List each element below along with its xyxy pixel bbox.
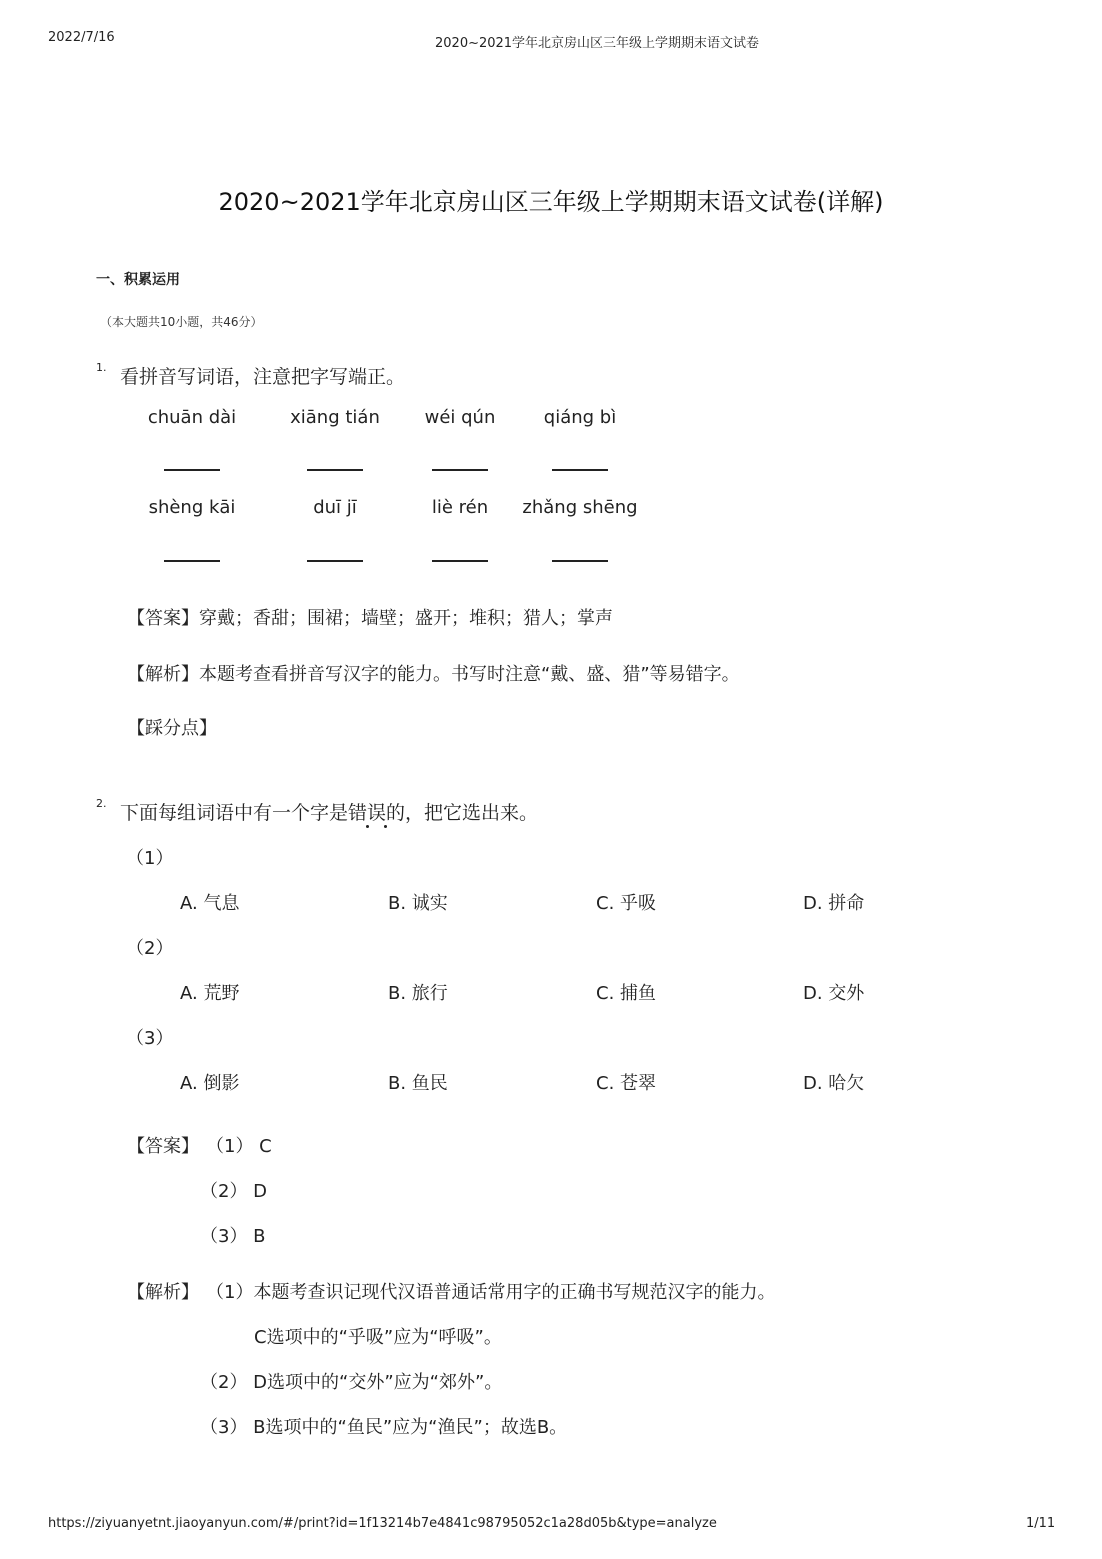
group-label: （3） [126, 1028, 174, 1049]
q2-analysis-line: （2） D选项中的“交外”应为“郊外”。 [200, 1372, 503, 1393]
q2-answer-item: （3） B [200, 1226, 266, 1247]
option-item: B. 旅行 [388, 983, 448, 1004]
option-item: B. 鱼民 [388, 1073, 448, 1094]
page-number: 1/11 [1026, 1516, 1056, 1531]
group-label: （1） [126, 848, 174, 869]
option-item: D. 交外 [803, 983, 865, 1004]
question-1-stem: 看拼音写词语，注意把字写端正。 [120, 366, 406, 388]
answer-blank-line [307, 560, 363, 562]
analysis-text: 本题考查看拼音写汉字的能力。书写时注意“戴、盛、猎”等易错字。 [199, 664, 740, 685]
option-item: C. 苍翠 [596, 1073, 657, 1094]
option-item: B. 诚实 [388, 893, 448, 914]
q1-answer [127, 604, 613, 630]
pinyin-item: chuān dài [147, 407, 237, 428]
option-item: A. 气息 [180, 893, 240, 914]
q2-analysis-line: （3） B选项中的“鱼民”应为“渔民”；故选B。 [200, 1417, 568, 1438]
answer-blank-line [432, 469, 488, 471]
q2-answer-label: 【答案】 [127, 1136, 199, 1157]
footer-url[interactable]: https://ziyuanyetnt.jiaoyanyun.com/#/print?id=1f13214b7e4841c98795052c1a28d05b&type=analyze [48, 1516, 717, 1531]
q2-analysis-line: （1）本题考查识记现代汉语普通话常用字的正确书写规范汉字的能力。 [206, 1282, 776, 1303]
answer-blank-line [552, 560, 608, 562]
section-heading: 一、积累运用 [96, 272, 180, 288]
answer-blank-line [552, 469, 608, 471]
q2-analysis-label: 【解析】 [127, 1282, 199, 1303]
pinyin-item: wéi qún [424, 407, 496, 428]
option-item: D. 哈欠 [803, 1073, 865, 1094]
question-2-stem: 下面每组词语中有一个字是错误的，把它选出来。 [120, 802, 539, 824]
q1-points-label: 【踩分点】 [127, 718, 217, 739]
q2-answer-item: （1） C [206, 1136, 272, 1157]
q2-analysis-line: C选项中的“乎吸”应为“呼吸”。 [254, 1327, 502, 1348]
print-header-title: 2020~2021学年北京房山区三年级上学期期末语文试卷 [435, 36, 760, 51]
answer-blank-line [432, 560, 488, 562]
answer-blank-line [164, 560, 220, 562]
answer-blank-line [164, 469, 220, 471]
page-title: 2020~2021学年北京房山区三年级上学期期末语文试卷(详解) [218, 188, 884, 216]
pinyin-item: xiāng tián [290, 407, 380, 428]
q1-analysis [127, 660, 740, 686]
answer-blank-line [307, 469, 363, 471]
emphasis-dot [384, 825, 387, 828]
option-item: C. 捕鱼 [596, 983, 657, 1004]
pinyin-item: duī jī [313, 497, 357, 518]
option-item: D. 拼命 [803, 893, 865, 914]
pinyin-item: liè rén [431, 497, 489, 518]
emphasis-dot [366, 825, 369, 828]
group-label: （2） [126, 938, 174, 959]
question-1-number: 1. [96, 361, 107, 374]
pinyin-item: zhǎng shēng [522, 497, 638, 518]
section-note: （本大题共10小题，共46分） [100, 315, 263, 329]
answer-label: 【答案】 [127, 608, 199, 629]
print-date: 2022/7/16 [48, 30, 115, 45]
pinyin-item: shèng kāi [148, 497, 236, 518]
option-item: A. 倒影 [180, 1073, 240, 1094]
question-2-number: 2. [96, 797, 107, 810]
option-item: C. 乎吸 [596, 893, 657, 914]
answer-text: 穿戴；香甜；围裙；墙壁；盛开；堆积；猎人；掌声 [199, 608, 613, 629]
pinyin-item: qiáng bì [543, 407, 617, 428]
analysis-label: 【解析】 [127, 664, 199, 685]
q2-answer-item: （2） D [200, 1181, 268, 1202]
option-item: A. 荒野 [180, 983, 240, 1004]
